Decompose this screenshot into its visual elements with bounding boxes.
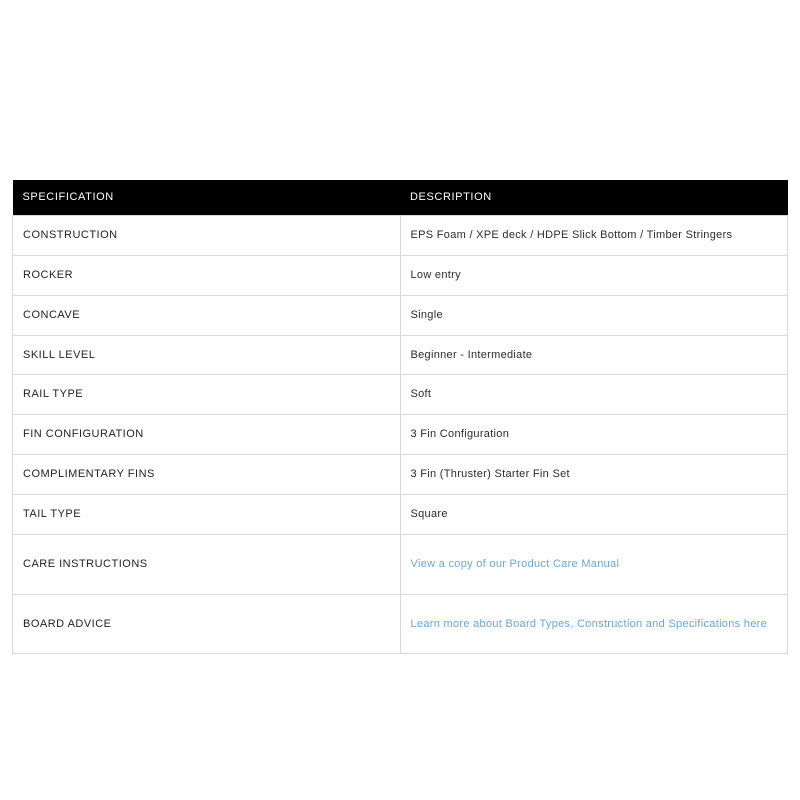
spec-label-cell: TAIL TYPE (13, 494, 401, 534)
spec-label-cell: CONSTRUCTION (13, 216, 401, 256)
spec-value-cell: EPS Foam / XPE deck / HDPE Slick Bottom / Timber Stringers (400, 216, 788, 256)
spec-label-cell: COMPLIMENTARY FINS (13, 455, 401, 495)
table-body (13, 216, 788, 654)
spec-label-cell: CONCAVE (13, 295, 401, 335)
column-header-description: DESCRIPTION (400, 180, 788, 216)
spec-label-cell: FIN CONFIGURATION (13, 415, 401, 455)
spec-value-cell: 3 Fin Configuration (400, 415, 788, 455)
table-row (13, 335, 788, 375)
spec-label-cell: CARE INSTRUCTIONS (13, 534, 401, 594)
spec-label-cell: BOARD ADVICE (13, 594, 401, 654)
spec-label-cell: RAIL TYPE (13, 375, 401, 415)
spec-value-cell: Low entry (400, 255, 788, 295)
table-row (13, 415, 788, 455)
table-header-row (13, 180, 788, 216)
spec-label-cell: ROCKER (13, 255, 401, 295)
spec-label-cell: SKILL LEVEL (13, 335, 401, 375)
spec-value-cell: Square (400, 494, 788, 534)
table-row (13, 216, 788, 256)
table-row (13, 594, 788, 654)
spec-value-cell: Single (400, 295, 788, 335)
specifications-table-container (12, 180, 788, 654)
table-row (13, 455, 788, 495)
spec-value-cell (400, 534, 788, 594)
table-row (13, 255, 788, 295)
table-row (13, 375, 788, 415)
spec-value-cell: 3 Fin (Thruster) Starter Fin Set (400, 455, 788, 495)
spec-value-cell: Soft (400, 375, 788, 415)
spec-value-link[interactable]: Learn more about Board Types, Construction and Specifications here (410, 617, 768, 630)
table-row (13, 534, 788, 594)
spec-value-cell: Beginner - Intermediate (400, 335, 788, 375)
table-head (13, 180, 788, 216)
table-row (13, 295, 788, 335)
spec-value-link[interactable]: View a copy of our Product Care Manual (410, 557, 620, 570)
column-header-specification: SPECIFICATION (13, 180, 401, 216)
specifications-table (12, 180, 788, 654)
table-row (13, 494, 788, 534)
spec-value-cell (400, 594, 788, 654)
